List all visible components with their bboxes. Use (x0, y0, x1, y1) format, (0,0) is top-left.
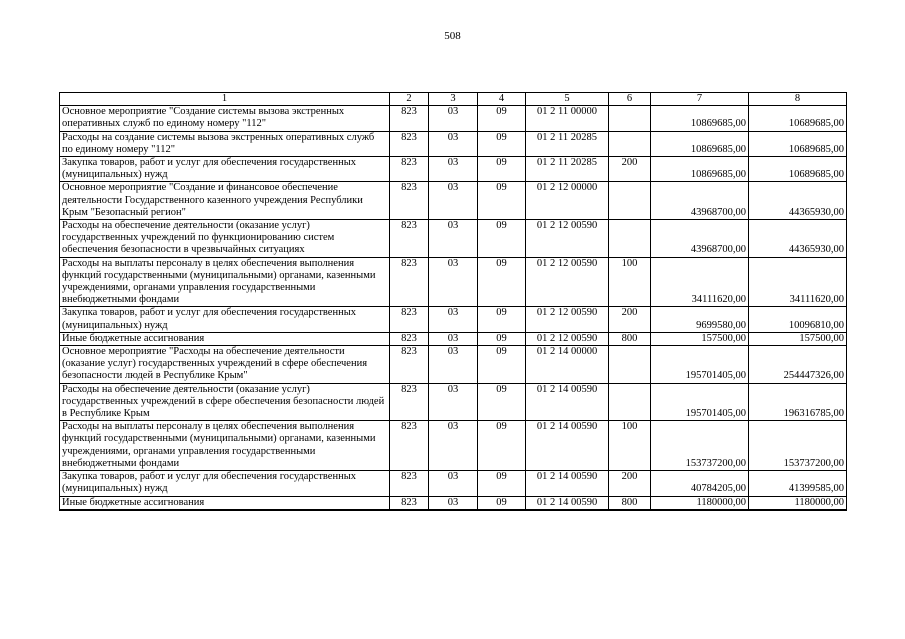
page-number: 508 (444, 30, 461, 42)
amount-col-7: 195701405,00 (651, 383, 749, 421)
expense-type-code: 800 (609, 332, 651, 345)
subsection-code: 09 (478, 307, 526, 332)
target-article-code: 01 2 11 20285 (526, 131, 609, 156)
row-description: Закупка товаров, работ и услуг для обеспечения государственных (муниципальных) нужд (60, 157, 390, 182)
column-header: 8 (749, 93, 847, 106)
table-row (60, 496, 847, 510)
expense-type-code (609, 383, 651, 421)
subsection-code: 09 (478, 182, 526, 220)
amount-col-7: 43968700,00 (651, 220, 749, 258)
row-description: Расходы на выплаты персоналу в целях обеспечения выполнения функций государственными (муниципальными) органами, казенными учреждениями, органами управления государственными внебюджетными фондами (60, 421, 390, 471)
amount-col-8: 34111620,00 (749, 257, 847, 307)
ministry-code: 823 (390, 157, 429, 182)
section-code: 03 (429, 421, 478, 471)
amount-col-7: 153737200,00 (651, 421, 749, 471)
subsection-code: 09 (478, 220, 526, 258)
row-description: Иные бюджетные ассигнования (60, 496, 390, 510)
subsection-code: 09 (478, 106, 526, 131)
amount-col-7: 9699580,00 (651, 307, 749, 332)
ministry-code: 823 (390, 131, 429, 156)
amount-col-7: 40784205,00 (651, 471, 749, 496)
ministry-code: 823 (390, 332, 429, 345)
section-code: 03 (429, 332, 478, 345)
ministry-code: 823 (390, 471, 429, 496)
expense-type-code: 200 (609, 307, 651, 332)
section-code: 03 (429, 220, 478, 258)
amount-col-8: 10689685,00 (749, 106, 847, 131)
ministry-code: 823 (390, 257, 429, 307)
amount-col-8: 44365930,00 (749, 220, 847, 258)
target-article-code: 01 2 12 00590 (526, 332, 609, 345)
target-article-code: 01 2 12 00590 (526, 307, 609, 332)
ministry-code: 823 (390, 421, 429, 471)
expense-type-code: 100 (609, 421, 651, 471)
expense-type-code: 800 (609, 496, 651, 510)
column-header: 4 (478, 93, 526, 106)
ministry-code: 823 (390, 307, 429, 332)
ministry-code: 823 (390, 220, 429, 258)
target-article-code: 01 2 11 20285 (526, 157, 609, 182)
column-header: 6 (609, 93, 651, 106)
amount-col-8: 254447326,00 (749, 346, 847, 384)
target-article-code: 01 2 14 00590 (526, 383, 609, 421)
target-article-code: 01 2 12 00590 (526, 257, 609, 307)
column-header: 3 (429, 93, 478, 106)
section-code: 03 (429, 257, 478, 307)
row-description: Закупка товаров, работ и услуг для обеспечения государственных (муниципальных) нужд (60, 307, 390, 332)
expense-type-code (609, 220, 651, 258)
table-row (60, 383, 847, 421)
target-article-code: 01 2 11 00000 (526, 106, 609, 131)
amount-col-8: 10096810,00 (749, 307, 847, 332)
column-header: 2 (390, 93, 429, 106)
amount-col-7: 1180000,00 (651, 496, 749, 510)
column-header: 1 (60, 93, 390, 106)
table-row (60, 220, 847, 258)
row-description: Основное мероприятие "Расходы на обеспечение деятельности (оказание услуг) государственных учреждений в сфере обеспечения безопасности людей в Республике Крым" (60, 346, 390, 384)
expense-type-code (609, 346, 651, 384)
subsection-code: 09 (478, 257, 526, 307)
row-description: Иные бюджетные ассигнования (60, 332, 390, 345)
amount-col-8: 44365930,00 (749, 182, 847, 220)
section-code: 03 (429, 182, 478, 220)
table-row (60, 182, 847, 220)
expense-type-code (609, 182, 651, 220)
section-code: 03 (429, 496, 478, 510)
expense-type-code: 100 (609, 257, 651, 307)
subsection-code: 09 (478, 383, 526, 421)
subsection-code: 09 (478, 157, 526, 182)
table-row (60, 346, 847, 384)
target-article-code: 01 2 14 00590 (526, 421, 609, 471)
target-article-code: 01 2 14 00590 (526, 496, 609, 510)
table-row (60, 332, 847, 345)
expense-type-code: 200 (609, 471, 651, 496)
ministry-code: 823 (390, 106, 429, 131)
amount-col-7: 43968700,00 (651, 182, 749, 220)
row-description: Основное мероприятие "Создание системы вызова экстренных оперативных служб по единому номеру "112" (60, 106, 390, 131)
target-article-code: 01 2 12 00000 (526, 182, 609, 220)
column-header: 5 (526, 93, 609, 106)
row-description: Расходы на выплаты персоналу в целях обеспечения выполнения функций государственными (муниципальными) органами, казенными учреждениями, органами управления государственными внебюджетными фондами (60, 257, 390, 307)
subsection-code: 09 (478, 346, 526, 384)
amount-col-7: 10869685,00 (651, 106, 749, 131)
section-code: 03 (429, 157, 478, 182)
ministry-code: 823 (390, 346, 429, 384)
subsection-code: 09 (478, 131, 526, 156)
expense-type-code (609, 131, 651, 156)
target-article-code: 01 2 12 00590 (526, 220, 609, 258)
expense-type-code: 200 (609, 157, 651, 182)
ministry-code: 823 (390, 383, 429, 421)
amount-col-7: 10869685,00 (651, 131, 749, 156)
subsection-code: 09 (478, 471, 526, 496)
section-code: 03 (429, 307, 478, 332)
section-code: 03 (429, 131, 478, 156)
row-description: Закупка товаров, работ и услуг для обеспечения государственных (муниципальных) нужд (60, 471, 390, 496)
table-header-row (60, 93, 847, 106)
row-description: Расходы на обеспечение деятельности (оказание услуг) государственных учреждений по функционированию систем обеспечения безопасности в чрезвычайных ситуациях (60, 220, 390, 258)
amount-col-8: 10689685,00 (749, 157, 847, 182)
section-code: 03 (429, 106, 478, 131)
subsection-code: 09 (478, 332, 526, 345)
expense-type-code (609, 106, 651, 131)
subsection-code: 09 (478, 496, 526, 510)
row-description: Расходы на создание системы вызова экстренных оперативных служб по единому номеру "112" (60, 131, 390, 156)
amount-col-8: 1180000,00 (749, 496, 847, 510)
target-article-code: 01 2 14 00590 (526, 471, 609, 496)
amount-col-8: 10689685,00 (749, 131, 847, 156)
amount-col-8: 153737200,00 (749, 421, 847, 471)
amount-col-7: 34111620,00 (651, 257, 749, 307)
table-row (60, 131, 847, 156)
amount-col-7: 195701405,00 (651, 346, 749, 384)
section-code: 03 (429, 346, 478, 384)
row-description: Основное мероприятие "Создание и финансовое обеспечение деятельности Государственного казенного учреждения Республики Крым "Безопасный регион" (60, 182, 390, 220)
table-row (60, 157, 847, 182)
ministry-code: 823 (390, 182, 429, 220)
budget-table (59, 92, 847, 511)
target-article-code: 01 2 14 00000 (526, 346, 609, 384)
section-code: 03 (429, 471, 478, 496)
column-header: 7 (651, 93, 749, 106)
amount-col-8: 157500,00 (749, 332, 847, 345)
row-description: Расходы на обеспечение деятельности (оказание услуг) государственных учреждений в сфере обеспечения безопасности людей в Республике Крым (60, 383, 390, 421)
amount-col-8: 196316785,00 (749, 383, 847, 421)
subsection-code: 09 (478, 421, 526, 471)
ministry-code: 823 (390, 496, 429, 510)
table-row (60, 421, 847, 471)
section-code: 03 (429, 383, 478, 421)
amount-col-7: 10869685,00 (651, 157, 749, 182)
amount-col-7: 157500,00 (651, 332, 749, 345)
table-row (60, 106, 847, 131)
amount-col-8: 41399585,00 (749, 471, 847, 496)
table-row (60, 257, 847, 307)
table-row (60, 307, 847, 332)
table-row (60, 471, 847, 496)
